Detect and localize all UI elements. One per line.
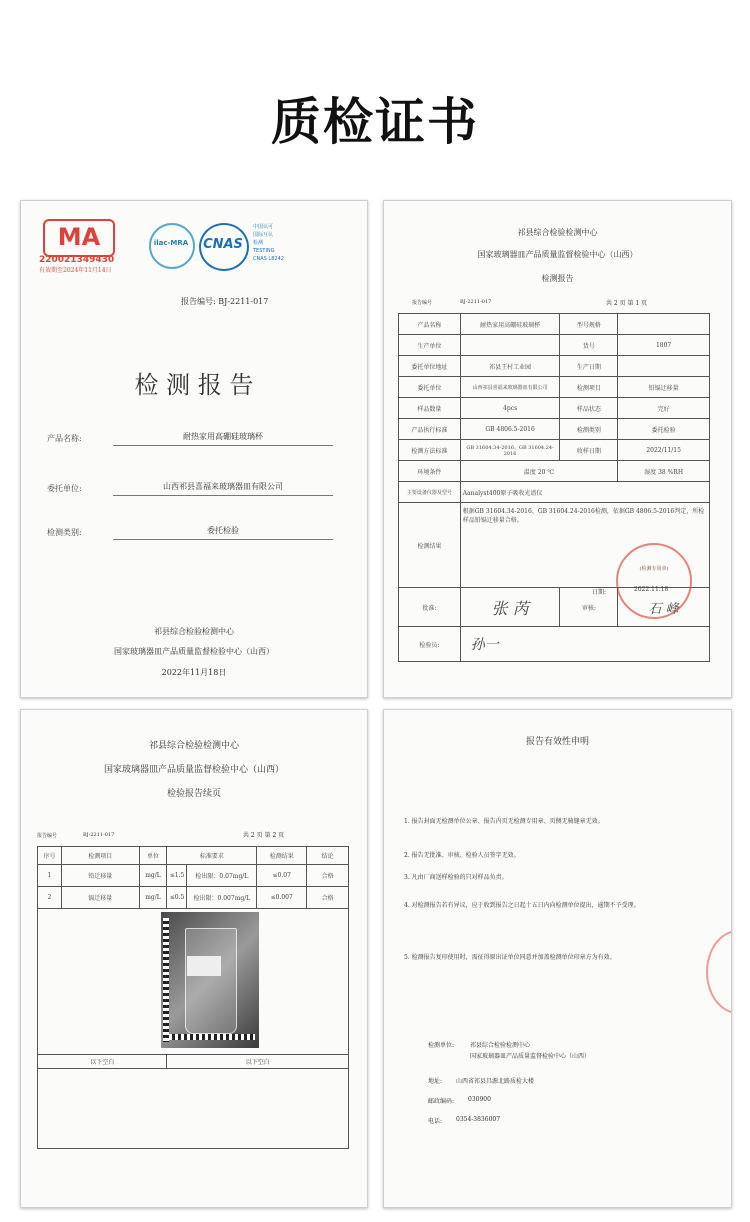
prepared-label: 批准: <box>399 588 461 627</box>
cont-title: 检验报告续页 <box>166 789 221 799</box>
validity-item-5: 5. 检测报告复印使用时，需征得原出证单位同意并加盖检测单位印章方为有效。 <box>404 954 616 961</box>
detail-title: 检测报告 <box>541 274 574 283</box>
cnas-label: CNAS <box>203 237 243 252</box>
table-cell: 检测项目 <box>560 377 618 398</box>
table-cell <box>460 335 560 356</box>
table-header-row <box>38 847 349 865</box>
glass-cup-image <box>185 928 237 1034</box>
validity-item-1: 1. 报告封面无检测单位公章、报告内页无检测专用章、页侧无骑缝章无效。 <box>404 818 604 825</box>
table-cell: ≤0.07 <box>257 865 307 887</box>
table-cell: 检出限：0.007mg/L <box>187 887 257 909</box>
client-underline <box>113 495 333 496</box>
table-cell: 4pcs <box>460 398 560 419</box>
report-continued-page <box>20 709 368 1208</box>
table-cell: 检出限：0.07mg/L <box>187 865 257 887</box>
table-cell: 产品名称 <box>399 314 461 335</box>
table-cell: 检测方法标准 <box>399 440 461 461</box>
issuer-center: 国家玻璃器皿产品质量监督检验中心（山西） <box>114 647 274 656</box>
document-title: 检 测 报 告 <box>134 371 254 399</box>
sample-photo <box>161 912 259 1048</box>
page-heading: 质检证书 <box>271 93 479 151</box>
client-label: 委托单位: <box>47 484 82 493</box>
table-cell: 委托检验 <box>618 419 710 440</box>
table-cell: 生产日期 <box>560 356 618 377</box>
table-row <box>399 356 710 377</box>
cont-org-center: 国家玻璃器皿产品质量监督检验中心（山西） <box>103 765 284 775</box>
cnas-cn-line-2: 国际互认 <box>253 232 274 238</box>
table-cell: 样品数量 <box>399 398 461 419</box>
table-cell <box>618 314 710 335</box>
table-cell: 样品状态 <box>560 398 618 419</box>
result-label: 检测结果 <box>399 503 461 588</box>
cont-report-no-value: BJ-2211-017 <box>83 832 115 838</box>
table-cell: 1 <box>38 865 62 887</box>
cma-number: 220021349430 <box>39 255 115 265</box>
product-underline <box>113 445 333 446</box>
phone-label: 电话: <box>428 1118 443 1125</box>
cont-page-info: 共 2 页 第 2 页 <box>243 832 285 839</box>
cnas-cn-line-1: 中国认可 <box>253 224 274 230</box>
report-number: 报告编号: BJ-2211-017 <box>181 297 269 306</box>
table-cell: ≤1.5 <box>167 865 187 887</box>
table-cell: ≤0.5 <box>167 887 187 909</box>
cont-report-no-label: 报告编号 <box>37 833 58 839</box>
cma-validity: 有效期至2024年11月14日 <box>39 267 112 274</box>
client-value: 山西祁县喜福来玻璃器皿有限公司 <box>163 482 283 491</box>
detail-page-info: 共 2 页 第 1 页 <box>606 300 648 307</box>
table-cell: GB 4806.5-2016 <box>460 419 560 440</box>
table-cell: 祁县王村工业园 <box>460 356 560 377</box>
detail-report-no-value: BJ-2211-017 <box>460 299 492 305</box>
address-value: 山西省祁县昌源北路质检大楼 <box>456 1078 535 1085</box>
table-cell: 铅迁移量 <box>61 865 139 887</box>
table-cell: 检测类别 <box>560 419 618 440</box>
stamp-text: (检测专用章) <box>639 566 669 572</box>
cnas-code: CNAS L8242 <box>253 256 284 262</box>
test-type-value: 委托检验 <box>207 526 239 535</box>
cma-logo: MA <box>43 219 115 257</box>
unit-center: 国家玻璃器皿产品质量监督检验中心（山西） <box>470 1053 591 1060</box>
table-row <box>38 865 349 887</box>
result-text: 根据GB 31604.34-2016、GB 31604.24-2016检测，依据GB 4806.5-2016判定，所检样品铅镉迁移量合格。 <box>462 508 705 524</box>
ilac-mra-label: ilac-MRA <box>153 239 189 247</box>
table-cell: 2 <box>38 887 62 909</box>
date-label: 日期: <box>592 589 607 596</box>
issue-date: 2022年11月18日 <box>161 668 227 677</box>
header-cell: 结论 <box>307 847 349 865</box>
address-label: 地址: <box>428 1078 443 1085</box>
sign-date: 2022.11.18 <box>634 586 669 593</box>
report-validity-page <box>383 709 732 1208</box>
table-row <box>399 377 710 398</box>
table-cell: 铅镉迁移量 <box>618 377 710 398</box>
table-cell: 2022/11/15 <box>618 440 710 461</box>
table-cell: 生产单位 <box>399 335 461 356</box>
table-row <box>399 482 710 503</box>
unit-label: 检测单位: <box>428 1042 455 1049</box>
table-cell: 山西祁县喜福来玻璃器皿有限公司 <box>460 377 560 398</box>
seam-stamp <box>706 930 732 1014</box>
table-row <box>399 398 710 419</box>
table-row <box>38 1055 349 1069</box>
table-row <box>399 419 710 440</box>
env-temperature: 温度 20 ℃ <box>460 461 617 482</box>
table-cell <box>618 356 710 377</box>
validity-item-3: 3. 凡由厂商送样检验的只对样品负责。 <box>404 874 508 881</box>
table-cell: 委托单位地址 <box>399 356 461 377</box>
header-cell: 单位 <box>139 847 167 865</box>
validity-item-2: 2. 报告无批准、审核、检验人员签字无效。 <box>404 852 520 859</box>
table-cell: 耐热家用高硼硅玻璃杯 <box>460 314 560 335</box>
zip-value: 030900 <box>468 1096 491 1103</box>
table-cell: 型号规格 <box>560 314 618 335</box>
test-type-label: 检测类别: <box>47 528 82 537</box>
cnas-testing: TESTING <box>253 248 275 254</box>
table-cell: 完好 <box>618 398 710 419</box>
tester-label: 检验员: <box>399 627 461 662</box>
validity-title: 报告有效性申明 <box>525 737 589 747</box>
table-cell: 镉迁移量 <box>61 887 139 909</box>
table-cell: 合格 <box>307 887 349 909</box>
review-signature: 石 峰 <box>618 588 710 627</box>
env-label: 环境条件 <box>399 461 461 482</box>
zip-label: 邮政编码: <box>428 1098 455 1105</box>
table-cell: 1807 <box>618 335 710 356</box>
header-cell: 序号 <box>38 847 62 865</box>
equipment-value: Aanalyst400原子吸收光谱仪 <box>460 482 709 503</box>
issuer-name: 祁县综合检验检测中心 <box>154 627 234 636</box>
env-humidity: 湿度 38 %RH <box>618 461 710 482</box>
cnas-cn-line-3: 检测 <box>253 240 264 246</box>
sample-label-sticker <box>187 956 221 976</box>
table-row <box>399 440 710 461</box>
product-label: 产品名称: <box>47 434 82 443</box>
unit-name: 祁县综合检验检测中心 <box>470 1042 531 1049</box>
table-cell: 委托单位 <box>399 377 461 398</box>
table-row <box>399 461 710 482</box>
table-cell: mg/L <box>139 865 167 887</box>
table-row <box>38 887 349 909</box>
review-label: 审核: <box>560 588 618 627</box>
header-cell: 检测项目 <box>61 847 139 865</box>
equipment-label: 主要设备仪器及型号 <box>399 482 461 503</box>
table-cell: 合格 <box>307 865 349 887</box>
product-value: 耐热家用高硼硅玻璃杯 <box>183 432 263 441</box>
empty-area <box>38 1069 349 1149</box>
detail-org-name: 祁县综合检验检测中心 <box>517 228 598 237</box>
report-cover-page <box>20 200 368 698</box>
prepared-signature: 张 芮 <box>460 588 560 627</box>
table-cell: mg/L <box>139 887 167 909</box>
tester-signature: 孙一 <box>460 627 709 662</box>
blank-note-2: 以下空白 <box>167 1055 349 1069</box>
test-type-underline <box>113 539 333 540</box>
table-row <box>399 314 710 335</box>
report-detail-page <box>383 200 732 698</box>
header-cell: 标准要求 <box>167 847 257 865</box>
table-row <box>38 1069 349 1149</box>
detail-org-center: 国家玻璃器皿产品质量监督检验中心（山西） <box>477 250 638 259</box>
header-cell: 检测结果 <box>257 847 307 865</box>
validity-item-4: 4. 对检测报告若有异议，应于收到报告之日起十五日内向检测单位提出，逾期不予受理。 <box>404 902 640 909</box>
inspection-stamp <box>616 543 692 619</box>
table-cell: 产品执行标准 <box>399 419 461 440</box>
table-row <box>399 627 710 662</box>
cont-org-name: 祁县综合检验检测中心 <box>148 741 239 751</box>
table-row <box>399 335 710 356</box>
detail-report-no-label: 报告编号 <box>412 300 433 306</box>
ruler-image <box>163 918 169 1042</box>
phone-value: 0354-3836007 <box>456 1116 501 1123</box>
table-cell: 收样日期 <box>560 440 618 461</box>
blank-note-1: 以下空白 <box>38 1055 167 1069</box>
table-cell: ≤0.007 <box>257 887 307 909</box>
table-cell: GB 31604.34-2016、GB 31604.24-2016 <box>460 440 560 461</box>
table-cell: 货号 <box>560 335 618 356</box>
ruler-image-bottom <box>169 1034 255 1040</box>
